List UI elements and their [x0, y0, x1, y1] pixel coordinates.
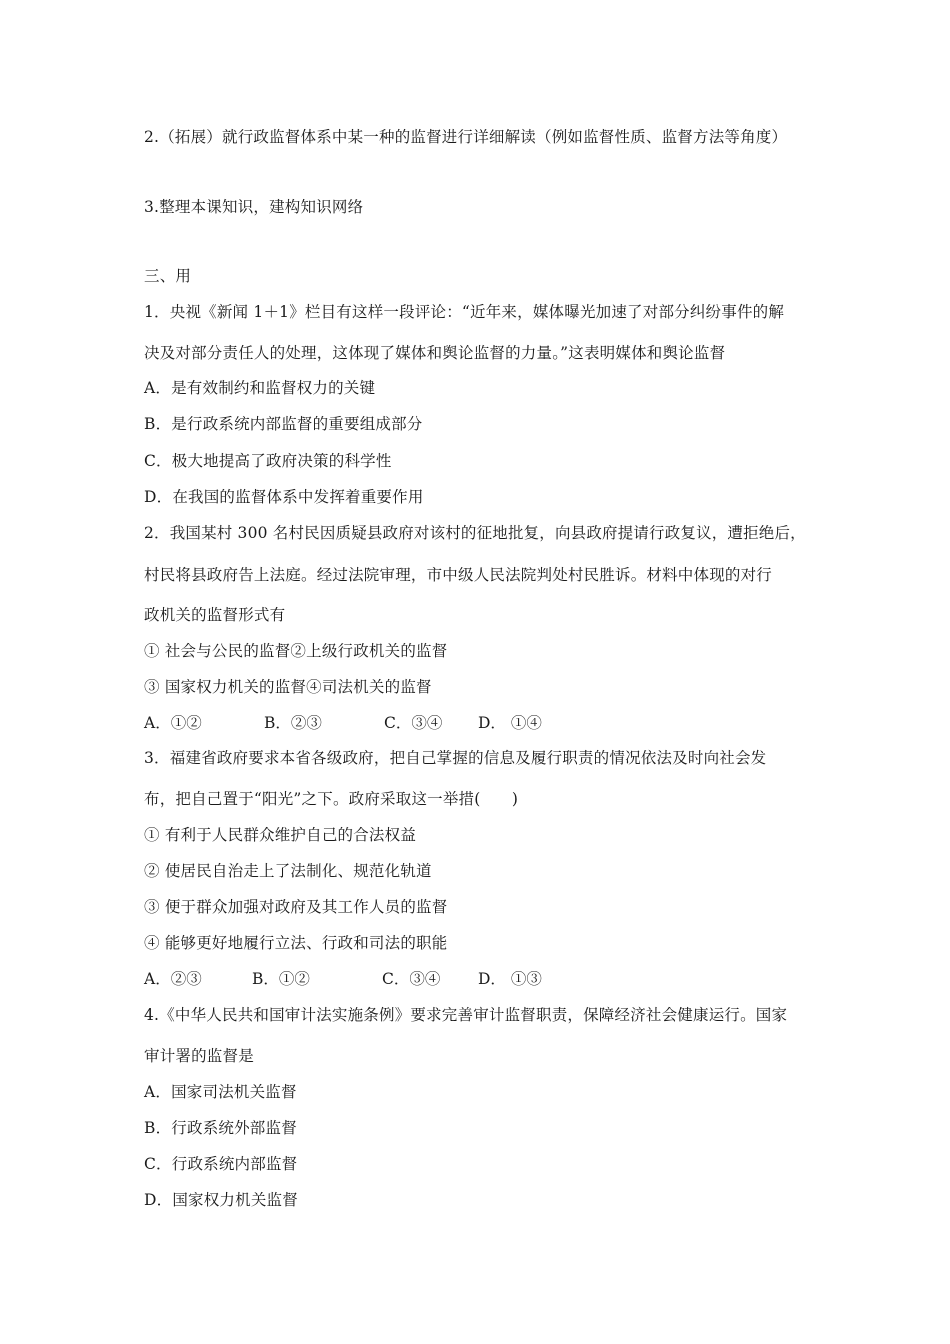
- task-3-knowledge-network: 3.整理本课知识，建构知识网络: [144, 198, 364, 216]
- q2-choice-c: C．③④: [384, 714, 443, 732]
- q4-option-c: C．行政系统内部监督: [144, 1155, 298, 1173]
- q4-option-a: A．国家司法机关监督: [144, 1083, 297, 1101]
- q1-option-c: C．极大地提高了政府决策的科学性: [144, 452, 392, 470]
- q3-statement-2: ② 使居民自治走上了法制化、规范化轨道: [144, 862, 432, 880]
- q2-choice-a: A．①②: [144, 714, 202, 732]
- section-heading-apply: 三、用: [144, 267, 192, 285]
- q3-stem-line1: 3．福建省政府要求本省各级政府，把自己掌握的信息及履行职责的情况依法及时向社会发: [144, 749, 767, 767]
- q2-choice-b: B．②③: [264, 714, 322, 732]
- q3-choice-c: C．③④: [382, 970, 441, 988]
- q3-statement-4: ④ 能够更好地履行立法、行政和司法的职能: [144, 934, 448, 952]
- q3-choice-d: D． ①③: [478, 970, 542, 988]
- q2-stem-line3: 政机关的监督形式有: [144, 606, 286, 624]
- task-2-extension: 2.（拓展）就行政监督体系中某一种的监督进行详细解读（例如监督性质、监督方法等角度）: [144, 128, 788, 146]
- q1-stem-line1: 1．央视《新闻 1＋1》栏目有这样一段评论：“近年来，媒体曝光加速了对部分纠纷事件的解: [144, 303, 785, 321]
- q1-option-b: B．是行政系统内部监督的重要组成部分: [144, 415, 423, 433]
- q3-stem-line2: 布，把自己置于“阳光”之下。政府采取这一举措( ): [144, 790, 519, 808]
- q2-stem-line1: 2．我国某村 300 名村民因质疑县政府对该村的征地批复，向县政府提请行政复议，遭拒绝后，: [144, 524, 806, 542]
- q4-stem-line2: 审计署的监督是: [144, 1047, 254, 1065]
- q4-stem-line1: 4.《中华人民共和国审计法实施条例》要求完善审计监督职责，保障经济社会健康运行。国家: [144, 1006, 788, 1024]
- q3-choice-a: A．②③: [144, 970, 202, 988]
- q2-stem-line2: 村民将县政府告上法庭。经过法院审理，市中级人民法院判处村民胜诉。材料中体现的对行: [144, 566, 773, 584]
- q2-choice-d: D． ①④: [478, 714, 542, 732]
- q1-stem-line2: 决及对部分责任人的处理，这体现了媒体和舆论监督的力量。”这表明媒体和舆论监督: [144, 344, 726, 362]
- q3-statement-1: ① 有利于人民群众维护自己的合法权益: [144, 826, 417, 844]
- q3-choice-b: B．①②: [252, 970, 310, 988]
- q1-option-d: D．在我国的监督体系中发挥着重要作用: [144, 488, 424, 506]
- q4-option-d: D．国家权力机关监督: [144, 1191, 298, 1209]
- q1-option-a: A．是有效制约和监督权力的关键: [144, 379, 376, 397]
- q2-statements-1-2: ① 社会与公民的监督②上级行政机关的监督: [144, 642, 448, 660]
- q3-statement-3: ③ 便于群众加强对政府及其工作人员的监督: [144, 898, 448, 916]
- q4-option-b: B．行政系统外部监督: [144, 1119, 297, 1137]
- q2-statements-3-4: ③ 国家权力机关的监督④司法机关的监督: [144, 678, 432, 696]
